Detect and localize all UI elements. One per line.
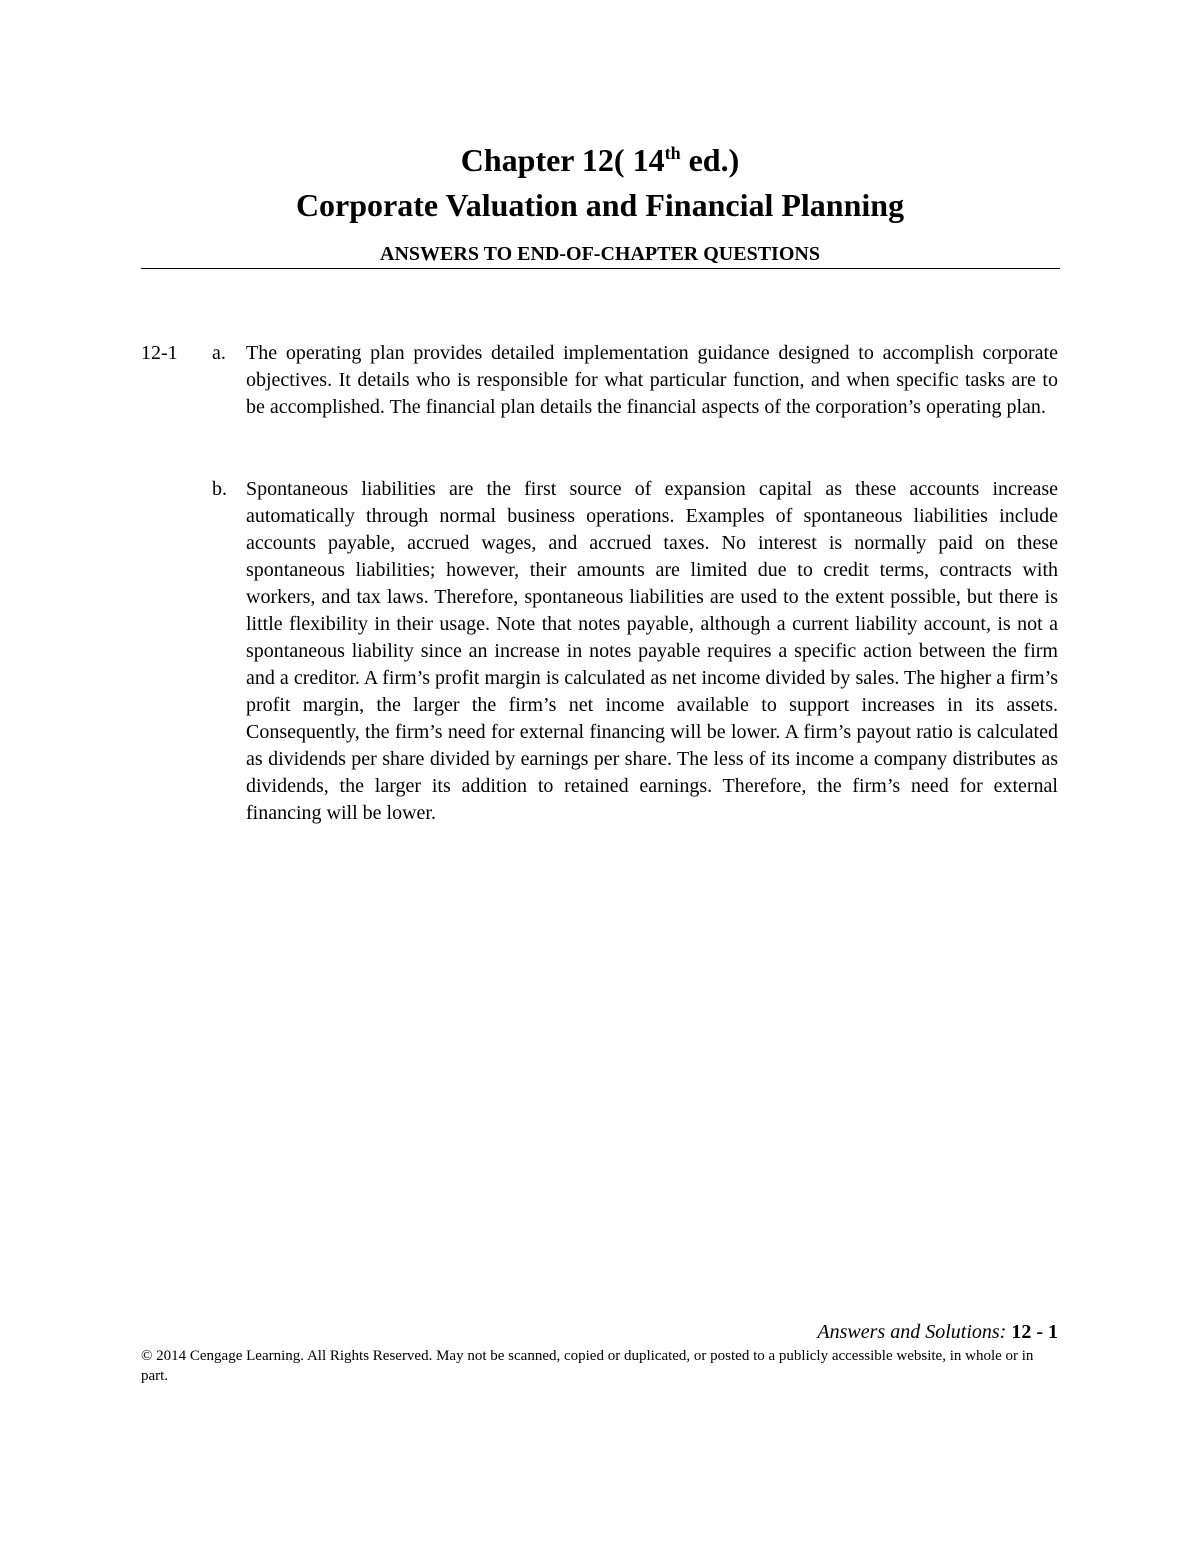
answer-item-text: The operating plan provides detailed implementation guidance designed to accomplish corporate objectives. It details who is responsible for what particular function, and when specific tasks are to be accomplished. The financial plan details the financial aspects of the corporation’s operating plan. bbox=[246, 342, 1058, 418]
footer-page-reference bbox=[817, 1318, 1058, 1346]
footer-section-label: Answers and Solutions: bbox=[817, 1321, 1007, 1343]
edition-suffix: ed.) bbox=[680, 142, 740, 178]
answer-item-text: Spontaneous liabilities are the first source of expansion capital as these accounts increase automatically through normal business operations. Examples of spontaneous liabilities include accounts payable, accrued wages, and accrued taxes. No interest is normally paid on these spontaneous liabilities; however, their amounts are limited due to credit terms, contracts with workers, and tax laws. Therefore, spontaneous liabilities are used to the extent possible, but there is little flexibility in their usage. Note that notes payable, although a current liability account, is not a spontaneous liability since an increase in notes payable requires a specific action between the firm and a creditor. A firm’s profit margin is calculated as net income divided by sales. The higher a firm’s profit margin, the larger the firm’s net income available to support increases in its assets. Consequently, the firm’s need for external financing will be lower. A firm’s payout ratio is calculated as dividends per share divided by earnings per share. The less of its income a company distributes as dividends, the larger its addition to retained earnings. Therefore, the firm’s need for external financing will be lower. bbox=[246, 478, 1058, 824]
question-number: 12-1 bbox=[141, 342, 178, 364]
answer-item-letter: b. bbox=[212, 478, 227, 500]
footer-page-number: 12 - 1 bbox=[1011, 1321, 1058, 1343]
chapter-label: Chapter 12( 14 bbox=[460, 142, 665, 178]
header-divider bbox=[141, 268, 1060, 269]
section-subtitle: ANSWERS TO END-OF-CHAPTER QUESTIONS bbox=[380, 243, 820, 265]
answer-item-letter: a. bbox=[212, 342, 226, 364]
edition-superscript: th bbox=[664, 143, 681, 163]
copyright-notice: © 2014 Cengage Learning. All Rights Reserved. May not be scanned, copied or duplicated, or posted to a publicly accessible website, in whole or in part. bbox=[141, 1348, 1034, 1384]
chapter-heading bbox=[0, 140, 1200, 180]
chapter-title: Corporate Valuation and Financial Planning bbox=[295, 187, 905, 223]
